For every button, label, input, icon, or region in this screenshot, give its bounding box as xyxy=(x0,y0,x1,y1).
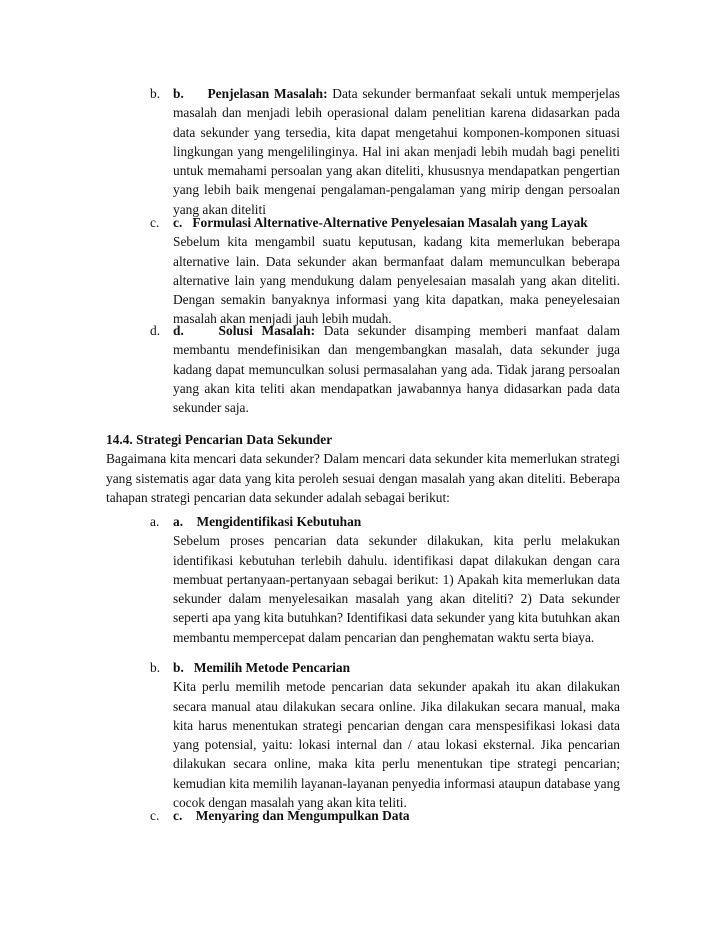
list-item-menyaring-data xyxy=(150,806,620,825)
item-sublabel: c. xyxy=(173,808,183,823)
list-marker: c. xyxy=(150,215,160,230)
section-strategi-pencarian xyxy=(106,430,620,507)
list-item-body xyxy=(173,658,620,812)
list-item-body xyxy=(173,84,620,219)
list-item-formulasi-alternative xyxy=(150,213,620,329)
list-marker: d. xyxy=(150,323,161,338)
item-heading: Menyaring dan Mengumpulkan Data xyxy=(195,808,410,823)
list-marker: b. xyxy=(150,660,161,675)
list-item-solusi-masalah xyxy=(150,321,620,417)
item-text: Data sekunder bermanfaat sekali untuk memperjelas masalah dan menjadi lebih operasional dalam penelitian karena didasarkan pada data sekunder yang tersedia, kita dapat mengetahui komponen-komponen situasi lingkungan yang mengelilinginya. Hal ini akan menjadi lebih mudah bagi peneliti untuk memahami persoalan yang akan diteliti, khususnya mendapatkan pengertian yang lebih baik mengenai pengalaman-pengalaman yang mirip dengan persoalan yang akan diteliti xyxy=(173,86,620,217)
item-sublabel: d. xyxy=(173,323,184,338)
item-text: Data sekunder disamping memberi manfaat dalam membantu mendefinisikan dan mengembangkan masalah, data sekunder juga kadang dapat memunculkan solusi permasalahan yang ada. Tidak jarang persoalan yang akan kita teliti akan mendapatkan jawabannya hanya didasarkan pada data sekunder saja. xyxy=(173,323,621,416)
list-item-body xyxy=(173,213,620,329)
item-heading: Penjelasan Masalah: xyxy=(207,86,328,101)
item-heading: Solusi Masalah: xyxy=(218,323,316,338)
item-sublabel: c. xyxy=(173,215,183,230)
list-item-body xyxy=(173,321,620,417)
item-sublabel: b. xyxy=(173,86,184,101)
list-item-body xyxy=(173,806,620,825)
list-item-mengidentifikasi-kebutuhan xyxy=(150,512,620,647)
item-sublabel: a. xyxy=(173,514,184,529)
list-marker: c. xyxy=(150,808,160,823)
item-text: Kita perlu memilih metode pencarian data sekunder apakah itu akan dilakukan secara manual atau dilakukan secara online. Jika dilakukan secara manual, maka kita harus menentukan strategi pencarian dengan cara menspesifikasi lokasi data yang potensial, yaitu: lokasi internal dan / atau lokasi eksternal. Jika pencarian dilakukan secara online, maka kita perlu menentukan tipe strategi pencarian; kemudian kita memilih layanan-layanan penyedia informasi ataupun database yang cocok dengan masalah yang akan kita teliti. xyxy=(173,679,620,811)
list-item-memilih-metode xyxy=(150,658,620,812)
item-sublabel: b. xyxy=(173,660,184,675)
item-heading: Memilih Metode Pencarian xyxy=(193,660,351,675)
list-item-penjelasan-masalah xyxy=(150,84,620,219)
item-text: Sebelum proses pencarian data sekunder dilakukan, kita perlu melakukan identifikasi kebutuhan terlebih dahulu. identifikasi dapat dilakukan dengan cara membuat pertanyaan-pertanyaan sebagai berikut: 1) Apakah kita memerlukan data sekunder dalam menyelesaikan masalah yang akan diteliti? 2) Data sekunder seperti apa yang kita butuhkan? Identifikasi data sekunder yang kita butuhkan akan membantu mempercepat dalam pencarian dan penghematan waktu serta biaya. xyxy=(173,533,620,645)
list-marker: b. xyxy=(150,86,161,101)
section-title: 14.4. Strategi Pencarian Data Sekunder xyxy=(106,432,333,447)
list-marker: a. xyxy=(150,514,160,529)
item-heading: Mengidentifikasi Kebutuhan xyxy=(196,514,362,529)
list-item-body xyxy=(173,512,620,647)
item-heading: Formulasi Alternative-Alternative Penyelesaian Masalah yang Layak xyxy=(192,215,588,230)
item-text: Sebelum kita mengambil suatu keputusan, kadang kita memerlukan beberapa alternative lain. Data sekunder akan bermanfaat dalam memunculkan beberapa alternative lain yang mendukung dalam penyelesaian masalah yang akan diteliti. Dengan semakin banyaknya informasi yang kita dapatkan, maka peneyelesaian masalah akan menjadi jauh lebih mudah. xyxy=(173,234,620,327)
section-paragraph: Bagaimana kita mencari data sekunder? Dalam mencari data sekunder kita memerlukan strategi yang sistematis agar data yang kita peroleh sesuai dengan masalah yang akan diteliti. Beberapa tahapan strategi pencarian data sekunder adalah sebagai berikut: xyxy=(106,451,620,505)
